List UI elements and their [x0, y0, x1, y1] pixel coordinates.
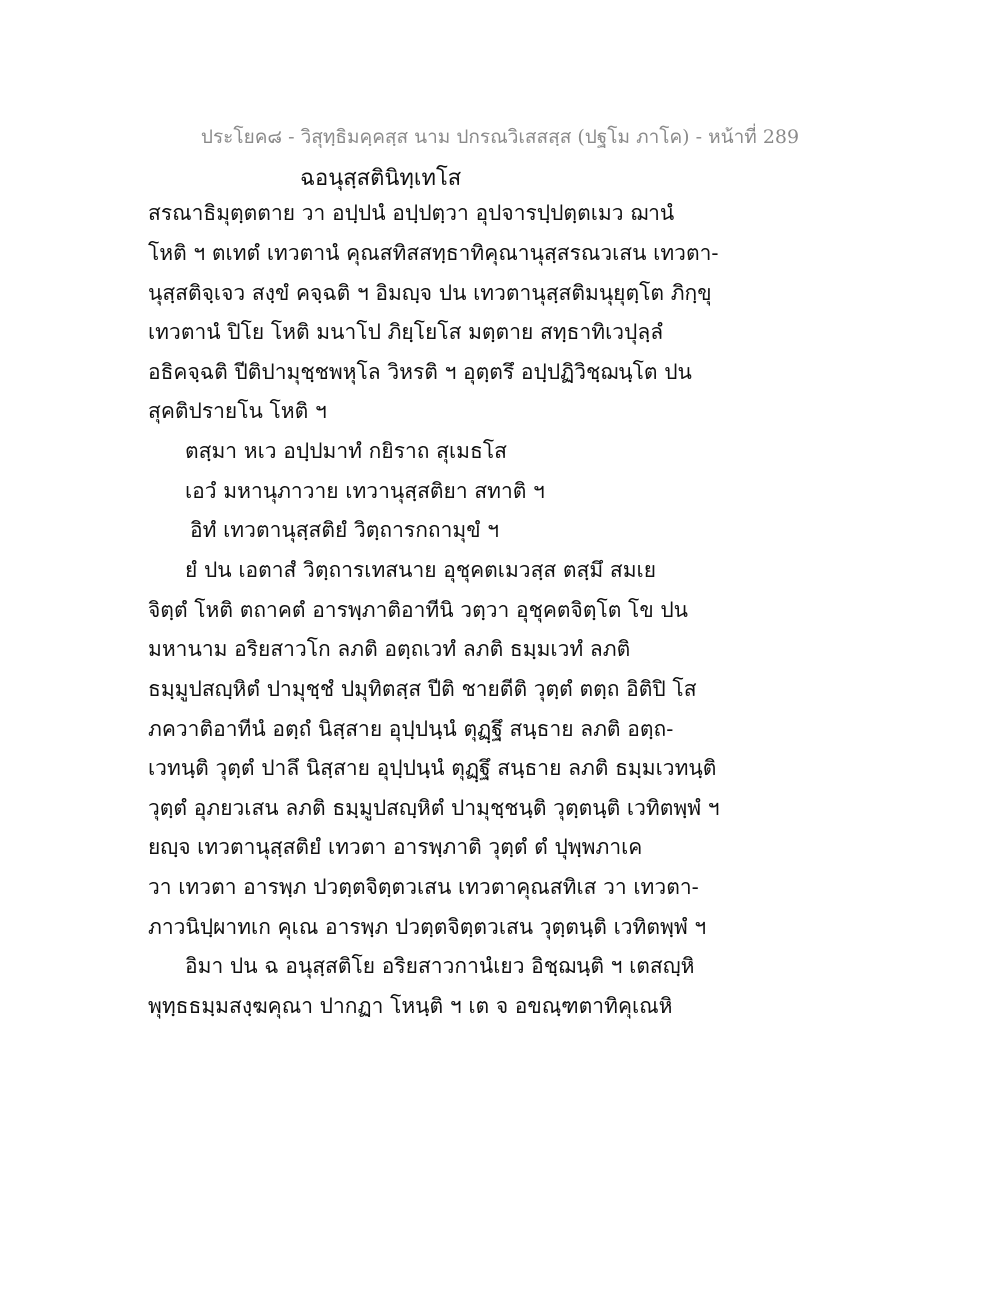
text-line: อิมา ปน ฉ อนุสฺสติโย อริยสาวกานํเยว อิชฺฌนฺติ ฯ เตสญฺหิ	[185, 954, 695, 978]
text-line: สุคติปรายโน โหติ ฯ	[148, 399, 327, 423]
text-line: เวทนฺติ วุตฺตํ ปาลึ นิสฺสาย อุปฺปนฺนํ ตุฏฺฐึ สนฺธาย ลภติ ธมฺมเวทนฺติ	[148, 756, 717, 780]
text-line: เทวตานํ ปิโย โหติ มนาโป ภิยฺโยโส มตฺตาย สทฺธาทิเวปุลฺลํ	[148, 320, 664, 344]
verse-line: ตสฺมา หเว อปฺปมาทํ กยิราถ สุเมธโส	[185, 439, 507, 463]
section-title: ฉอนุสฺสตินิทฺเทโส	[300, 166, 462, 191]
text-line: ยํ ปน เอตาสํ วิตฺถารเทสนาย อุชุคตเมวสฺส ตสฺมึ สมเย	[185, 558, 657, 582]
text-line: ภาวนิปฺผาทเก คุเณ อารพฺภ ปวตฺตจิตฺตวเสน วุตฺตนฺติ เวทิตพฺพํ ฯ	[148, 915, 707, 939]
text-line: สรณาธิมุตฺตตาย วา อปฺปนํ อปฺปตฺวา อุปจารปฺปตฺตเมว ฌานํ	[148, 201, 675, 225]
text-line: ภควาติอาทีนํ อตฺถํ นิสฺสาย อุปฺปนฺนํ ตุฏฺฐึ สนฺธาย ลภติ อตฺถ-	[148, 717, 674, 741]
text-line: โหติ ฯ ตเทตํ เทวตานํ คุณสทิสสทฺธาทิคุณานุสฺสรณวเสน เทวตา-	[148, 241, 719, 265]
text-line: วา เทวตา อารพฺภ ปวตฺตจิตฺตวเสน เทวตาคุณสทิเส วา เทวตา-	[148, 875, 699, 899]
text-line: นุสฺสติจฺเจว สงฺขํ คจฺฉติ ฯ อิมญฺจ ปน เทวตานุสฺสติมนุยุตฺโต ภิกฺขุ	[148, 281, 712, 305]
text-line: พุทฺธธมฺมสงฺฆคุณา ปากฏา โหนฺติ ฯ เต จ อขณฺฑตาทิคุเณหิ	[148, 994, 673, 1018]
text-line: ธมฺมูปสญฺหิตํ ปามุชฺชํ ปมุทิตสฺส ปีติ ชายตีติ วุตฺตํ ตตฺถ อิติปิ โส	[148, 677, 697, 701]
verse-line: เอวํ มหานุภาวาย เทวานุสฺสติยา สทาติ ฯ	[185, 479, 545, 503]
text-line: มหานาม อริยสาวโก ลภติ อตฺถเวทํ ลภติ ธมฺมเวทํ ลภติ	[148, 637, 631, 661]
text-line: วุตฺตํ อุภยวเสน ลภติ ธมฺมูปสญฺหิตํ ปามุชฺชนฺติ วุตฺตนฺติ เวทิตพฺพํ ฯ	[148, 796, 720, 820]
text-line: จิตฺตํ โหติ ตถาคตํ อารพฺภาติอาทีนิ วตฺวา อุชุคตจิตฺโต โข ปน	[148, 598, 689, 622]
page-header: ประโยค๘ - วิสุทฺธิมคฺคสฺส นาม ปกรณวิเสสสฺส (ปฐโม ภาโค) - หน้าที่ 289	[200, 126, 800, 148]
text-line: อิทํ เทวตานุสฺสติยํ วิตฺถารกถามุขํ ฯ	[190, 518, 500, 542]
text-line: อธิคจฺฉติ ปีติปามุชฺชพหุโล วิหรติ ฯ อุตฺตรึ อปฺปฏิวิชฺฌนฺโต ปน	[148, 360, 692, 384]
text-line: ยญฺจ เทวตานุสฺสติยํ เทวตา อารพฺภาติ วุตฺตํ ตํ ปุพฺพภาเค	[148, 835, 643, 859]
